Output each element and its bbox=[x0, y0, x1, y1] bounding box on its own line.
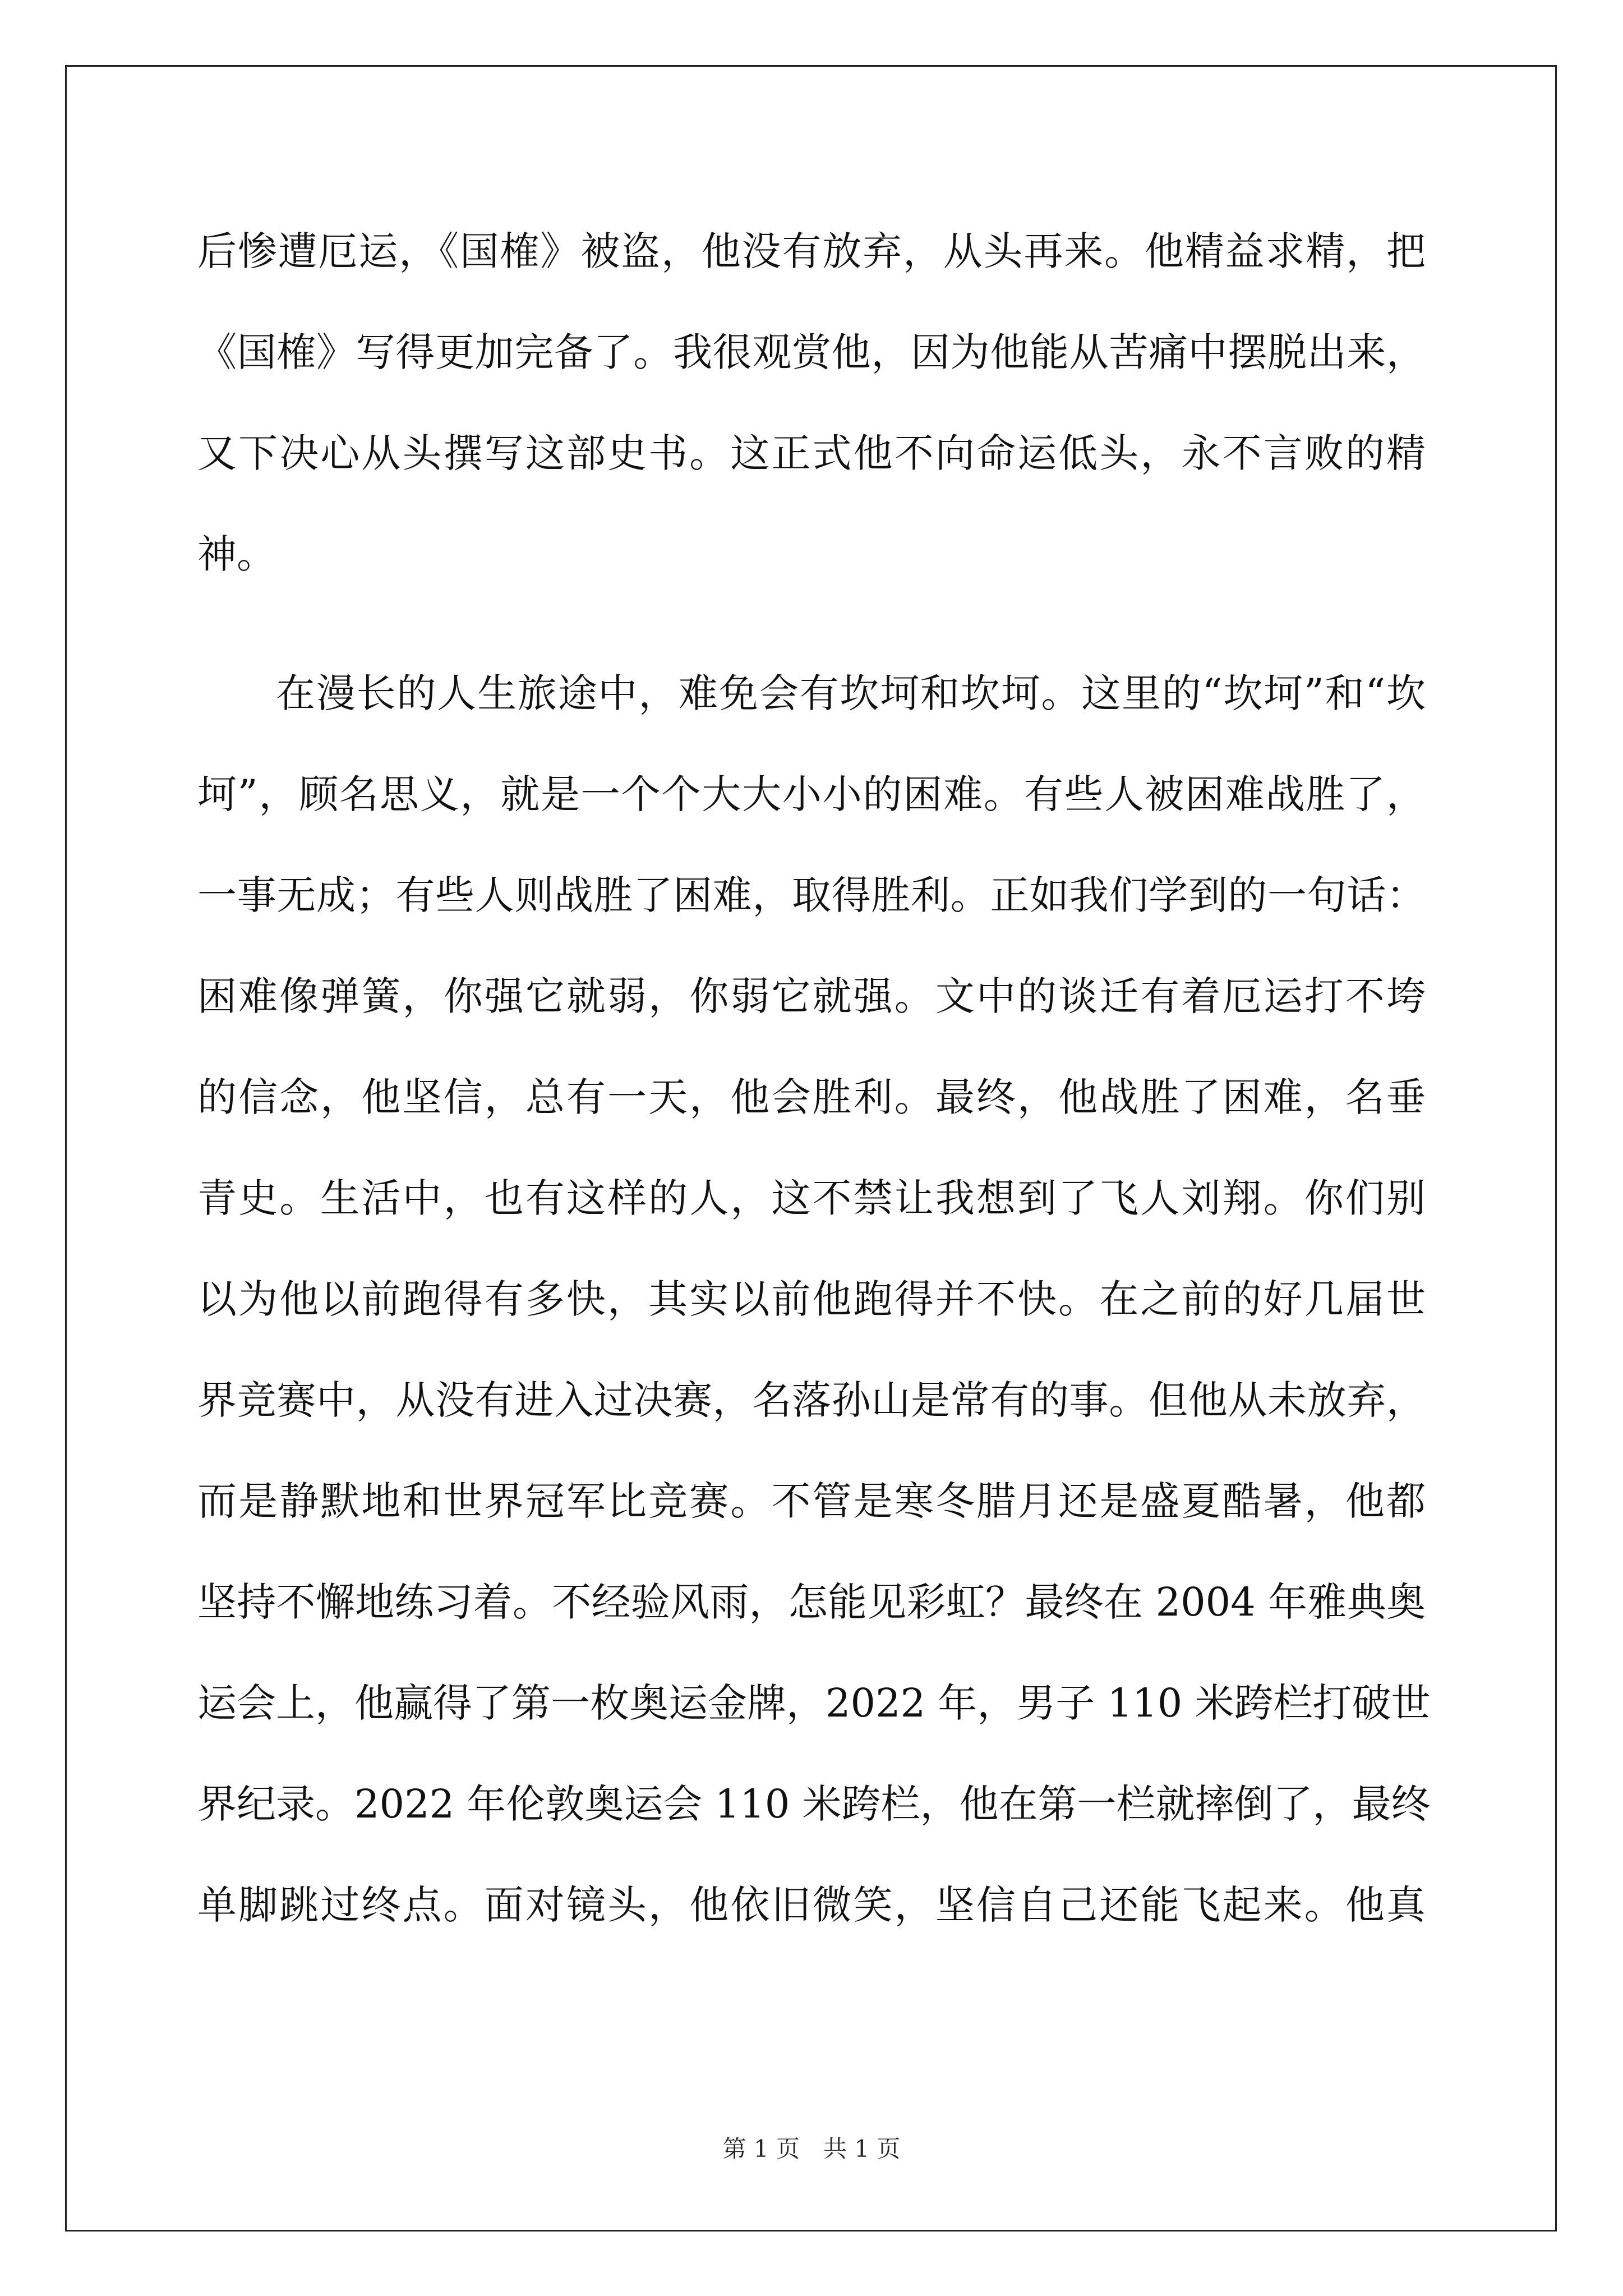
text-line: 的信念，他坚信，总有一天，他会胜利。最终，他战胜了困难，名垂 bbox=[197, 1074, 1426, 1120]
text-line: 坷”，顾名思义，就是一个个大大小小的困难。有些人被困难战胜了， bbox=[197, 771, 1426, 817]
text-line: 运会上，他赢得了第一枚奥运金牌，2022 年，男子 110 米跨栏打破世 bbox=[197, 1680, 1431, 1726]
document-body bbox=[197, 201, 1431, 1955]
text-line: 在漫长的人生旅途中，难免会有坎坷和坎坷。这里的“坎坷”和“坎 bbox=[276, 670, 1426, 716]
text-line: 后惨遭厄运，《国榷》被盗，他没有放弃，从头再来。他精益求精，把 bbox=[197, 228, 1426, 274]
text-line: 而是静默地和世界冠军比竞赛。不管是寒冬腊月还是盛夏酷暑，他都 bbox=[197, 1478, 1426, 1524]
text-line: 青史。生活中，也有这样的人，这不禁让我想到了飞人刘翔。你们别 bbox=[197, 1175, 1426, 1221]
text-line: 以为他以前跑得有多快，其实以前他跑得并不快。在之前的好几届世 bbox=[197, 1276, 1426, 1322]
text-line: 又下决心从头撰写这部史书。这正式他不向命运低头，永不言败的精 bbox=[197, 430, 1426, 476]
text-line: 困难像弹簧，你强它就弱，你弱它就强。文中的谈迁有着厄运打不垮 bbox=[197, 973, 1426, 1019]
text-line: 一事无成；有些人则战胜了困难，取得胜利。正如我们学到的一句话： bbox=[197, 872, 1426, 918]
text-line: 界竞赛中，从没有进入过决赛，名落孙山是常有的事。但他从未放弃， bbox=[197, 1377, 1426, 1423]
paragraph-1 bbox=[197, 201, 1426, 605]
text-line: 坚持不懈地练习着。不经验风雨，怎能见彩虹？最终在 2004 年雅典奥 bbox=[197, 1579, 1426, 1625]
text-line: 界纪录。2022 年伦敦奥运会 110 米跨栏，他在第一栏就摔倒了，最终 bbox=[197, 1781, 1431, 1827]
text-line: 神。 bbox=[197, 531, 276, 577]
text-line: 《国榷》写得更加完备了。我很观赏他，因为他能从苦痛中摆脱出来， bbox=[197, 329, 1426, 375]
page-number-footer: 第 1 页 共 1 页 bbox=[722, 2135, 901, 2162]
text-line: 单脚跳过终点。面对镜头，他依旧微笑，坚信自己还能飞起来。他真 bbox=[197, 1882, 1426, 1928]
paragraph-2 bbox=[197, 643, 1431, 1955]
